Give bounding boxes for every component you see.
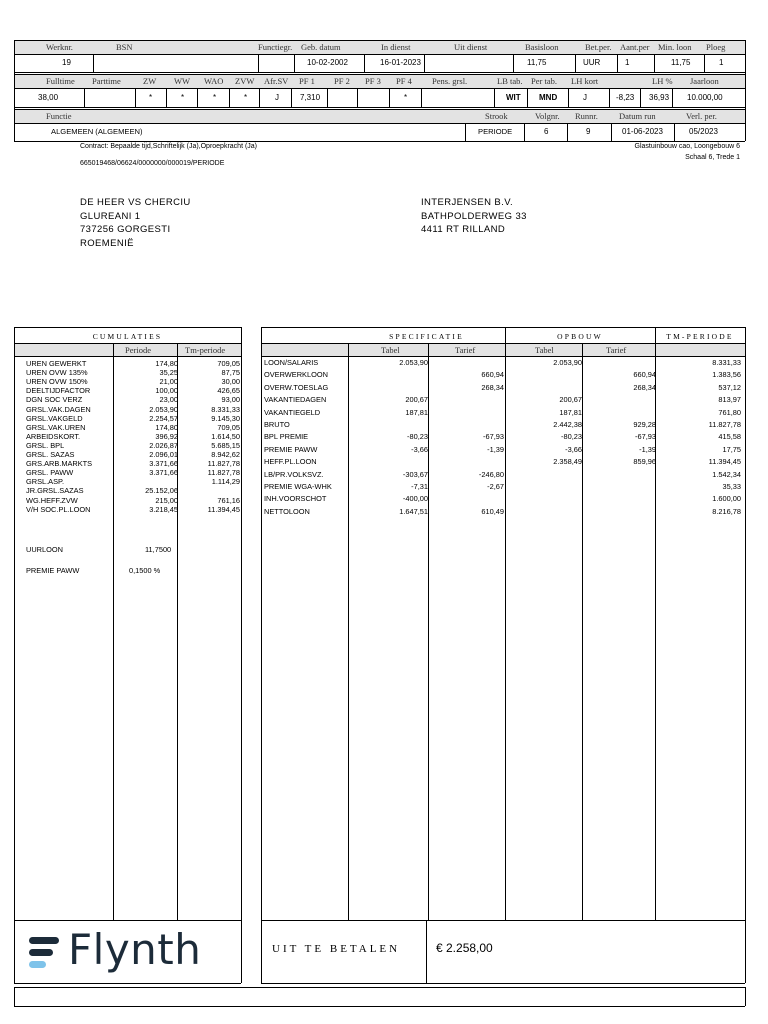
cumulaties-row <box>14 377 242 386</box>
cumulaties-row-periode: 2.254,57 <box>149 413 178 423</box>
cumulaties-row-periode: 100,00 <box>155 386 178 396</box>
cumulaties-row-periode: 21,00 <box>159 377 178 387</box>
label-geb-datum: Geb. datum <box>301 42 341 52</box>
cumulaties-row-tm: 93,00 <box>221 395 240 405</box>
value-strook: PERIODE <box>478 127 513 136</box>
value-jaarloon: 10.000,00 <box>687 93 723 102</box>
opbouw-row-tabel: 2.442,38 <box>553 420 582 429</box>
specificatie-row <box>262 481 745 493</box>
specificatie-row <box>262 407 745 419</box>
label-pf4: PF 4 <box>396 76 412 86</box>
cumulaties-row-periode: 174,80 <box>155 359 178 368</box>
tm-periode-row-value: 8.331,33 <box>712 358 741 367</box>
specificatie-row <box>262 456 745 468</box>
value-zvw: * <box>244 93 248 102</box>
label-bsn: BSN <box>116 42 133 52</box>
label-pf1: PF 1 <box>299 76 315 86</box>
cumulaties-row <box>14 450 242 459</box>
label-lh-kort: LH kort <box>571 76 599 86</box>
cumulaties-row-tm: 709,05 <box>217 359 240 368</box>
cumulaties-row-tm: 9.145,30 <box>211 413 240 423</box>
spec-row-label: PREMIE PAWW <box>264 444 318 454</box>
cumulaties-row-tm: 11.394,45 <box>207 504 240 514</box>
cumulaties-row <box>14 423 242 432</box>
spec-row-label: HEFF.PL.LOON <box>264 457 317 467</box>
spec-row-tabel: 187,81 <box>405 407 428 417</box>
spec-row-tabel: -303,67 <box>402 469 428 479</box>
employee-country: ROEMENIË <box>80 237 134 249</box>
spec-row-tabel: 1.647,51 <box>399 506 428 516</box>
label-volgnr: Volgnr. <box>535 111 560 121</box>
opbouw-row-tarief: 268,34 <box>633 382 656 392</box>
specificatie-row <box>262 469 745 481</box>
reference-line: 665019468/06624/0000000/000019/PERIODE <box>80 160 225 167</box>
tm-periode-row-value: 761,80 <box>718 407 741 417</box>
specificatie-row <box>262 419 745 431</box>
cumulaties-row-periode: 2.053,90 <box>149 404 178 414</box>
cumulaties-row-label: GRSL.ASP. <box>26 477 65 487</box>
label-runnr: Runnr. <box>575 111 598 121</box>
label-functie: Functie <box>46 111 72 121</box>
cao-line-1: Glastuinbouw cao, Loongebouw 6 <box>634 143 740 150</box>
label-strook: Strook <box>485 111 508 121</box>
tm-periode-row-value: 537,12 <box>718 382 741 392</box>
tm-periode-row-value: 415,58 <box>718 432 741 442</box>
cumulaties-row <box>14 368 242 377</box>
spec-row-tarief: -1,39 <box>487 444 504 454</box>
tm-periode-row-value: 11.827,78 <box>708 420 741 429</box>
label-basisloon: Basisloon <box>525 42 559 52</box>
cumulaties-row-label: GRSL. BPL <box>26 440 65 450</box>
cumulaties-row-label: V/H SOC.PL.LOON <box>26 504 91 514</box>
value-per-tab: MND <box>539 93 558 102</box>
cumulaties-row-periode: 174,80 <box>155 422 178 432</box>
value-functie: ALGEMEEN (ALGEMEEN) <box>51 127 143 136</box>
cumulaties-row <box>14 496 242 505</box>
value-volgnr: 6 <box>544 127 549 136</box>
tm-periode-row-value: 1.383,56 <box>712 370 741 380</box>
employer-name: INTERJENSEN B.V. <box>421 197 514 208</box>
opbouw-row-tabel: -3,66 <box>565 444 582 454</box>
cumulaties-row-periode: 2.096,01 <box>149 450 178 459</box>
label-functiegr: Functiegr. <box>258 42 293 52</box>
tm-periode-row-value: 35,33 <box>722 482 741 491</box>
cumulaties-row <box>14 386 242 395</box>
cumulaties-row-periode: 2.026,87 <box>149 440 178 450</box>
cumulaties-row-periode: 3.371,66 <box>149 468 178 478</box>
value-pf4: * <box>404 93 408 102</box>
label-pf2: PF 2 <box>334 76 350 86</box>
cumulaties-row-label: JR.GRSL.SAZAS <box>26 486 84 496</box>
spec-row-label: OVERWERKLOON <box>264 370 328 380</box>
spec-row-tarief: -2,67 <box>487 482 504 491</box>
specificatie-row <box>262 369 745 381</box>
label-parttime: Parttime <box>92 76 121 86</box>
cumulaties-row-periode: 396,92 <box>155 431 178 441</box>
spec-row-tabel: -3,66 <box>411 444 428 454</box>
opbouw-row-tarief: -67,93 <box>635 432 656 442</box>
spec-row-label: BRUTO <box>264 420 290 429</box>
label-ploeg: Ploeg <box>706 42 726 52</box>
tm-periode-row-value: 17,75 <box>722 444 741 454</box>
opbouw-row-tarief: 859,96 <box>633 457 656 467</box>
specificatie-row <box>262 382 745 394</box>
spec-row-label: LOON/SALARIS <box>264 358 319 367</box>
opbouw-row-tarief: 660,94 <box>633 370 656 380</box>
spec-row-tabel: 2.053,90 <box>399 358 428 367</box>
uurloon-value: 11,7500 <box>145 545 172 554</box>
opbouw-row-tarief: 929,28 <box>633 420 656 429</box>
premie-paww-value: 0,1500 % <box>129 566 161 575</box>
cumulaties-row-periode: 3.218,45 <box>149 504 178 514</box>
label-per-tab: Per tab. <box>531 76 557 86</box>
value-basisloon: 11,75 <box>527 58 547 67</box>
cumulaties-row <box>14 432 242 441</box>
cumulaties-row-periode: 215,00 <box>155 495 178 505</box>
spec-row-tabel: -80,23 <box>407 432 428 442</box>
cao-line-2: Schaal 6, Trede 1 <box>685 154 740 161</box>
cumulaties-row <box>14 486 242 495</box>
employer-city: 4411 RT RILLAND <box>421 224 506 236</box>
cumulaties-row-tm: 1.614,50 <box>211 431 240 441</box>
opbouw-row-tabel: 2.358,49 <box>553 457 582 467</box>
spec-row-label: VAKANTIEGELD <box>264 407 321 417</box>
spec-row-tabel: 200,67 <box>405 395 428 405</box>
pay-amount: € 2.258,00 <box>436 941 493 955</box>
value-lh-perc: 36,93 <box>649 93 670 102</box>
cumulaties-row-label: WG.HEFF.ZVW <box>26 495 78 505</box>
cumulaties-row <box>14 505 242 514</box>
spec-col-tarief: Tarief <box>455 345 476 355</box>
label-ww: WW <box>174 76 191 86</box>
spec-col-tabel: Tabel <box>381 345 400 355</box>
employer-address <box>421 196 527 237</box>
cumulaties-row-tm: 8.331,33 <box>211 404 240 414</box>
opbouw-row-tabel: 2.053,90 <box>553 358 582 367</box>
spec-row-tabel: -400,00 <box>402 494 428 504</box>
spec-row-label: VAKANTIEDAGEN <box>264 395 327 405</box>
tm-periode-title: TM-PERIODE <box>666 332 734 341</box>
cumulaties-row-label: GRSL.VAKGELD <box>26 413 83 423</box>
value-aant-per: 1 <box>625 58 630 67</box>
value-lh-kort: J <box>583 93 587 102</box>
spec-row-label: BPL PREMIE <box>264 432 309 442</box>
value-bet-per: UUR <box>583 58 601 67</box>
cumulaties-row-label: GRSL.VAK.DAGEN <box>26 404 91 414</box>
value-wao: * <box>213 93 217 102</box>
value-geb-datum: 10-02-2002 <box>307 58 348 67</box>
tm-periode-row-value: 11.394,45 <box>708 457 741 467</box>
cumulaties-row-periode: 23,00 <box>159 395 178 405</box>
value-werknr: 19 <box>62 58 71 67</box>
value-pf1: 7,310 <box>300 93 321 102</box>
cumulaties-col-periode: Periode <box>125 345 151 355</box>
spec-row-label: OVERW.TOESLAG <box>264 382 329 392</box>
flynth-logo-text: Flynth <box>68 925 202 974</box>
cumulaties-row-label: GRSL. PAWW <box>26 468 74 478</box>
cumulaties-row-tm: 1.114,29 <box>211 477 240 487</box>
label-aant-per: Aant.per <box>620 42 650 52</box>
specificatie-row <box>262 506 745 518</box>
opbouw-col-tabel: Tabel <box>535 345 554 355</box>
label-pens-grsl: Pens. grsl. <box>432 76 468 86</box>
cumulaties-row-tm: 709,05 <box>217 422 240 432</box>
opbouw-row-tabel: 187,81 <box>559 407 582 417</box>
specificatie-row <box>262 431 745 443</box>
opbouw-row-tabel: 200,67 <box>559 395 582 405</box>
spec-row-tarief: -246,80 <box>478 469 504 479</box>
cumulaties-row-label: GRSL. SAZAS <box>26 450 75 459</box>
spec-row-label: PREMIE WGA-WHK <box>264 482 332 491</box>
cumulaties-row-tm: 8.942,62 <box>211 450 240 459</box>
opbouw-row-tarief: -1,39 <box>639 444 656 454</box>
spec-row-tabel: -7,31 <box>411 482 428 491</box>
employer-street: BATHPOLDERWEG 33 <box>421 210 527 222</box>
label-datum-run: Datum run <box>619 111 656 121</box>
cumulaties-row <box>14 468 242 477</box>
spec-row-tarief: 268,34 <box>481 382 504 392</box>
cumulaties-row <box>14 405 242 414</box>
spec-row-tarief: 660,94 <box>481 370 504 380</box>
spec-row-tarief: 610,49 <box>481 506 504 516</box>
label-in-dienst: In dienst <box>381 42 411 52</box>
label-lb-tab: LB tab. <box>497 76 523 86</box>
label-afr-sv: Afr.SV <box>264 76 289 86</box>
spec-row-tarief: -67,93 <box>483 432 504 442</box>
label-min-loon: Min. loon <box>658 42 692 52</box>
value-zw: * <box>149 93 153 102</box>
value-min-loon: 11,75 <box>671 58 691 67</box>
label-lh-perc: LH % <box>652 76 673 86</box>
value-verl-per: 05/2023 <box>689 127 718 136</box>
pay-label: UIT TE BETALEN <box>272 943 401 955</box>
contract-line: Contract: Bepaalde tijd,Schriftelijk (Ja),Oproepkracht (Ja) <box>80 143 258 150</box>
cumulaties-row-periode: 3.371,66 <box>149 459 178 469</box>
premie-paww-label: PREMIE PAWW <box>26 566 80 575</box>
specificatie-row <box>262 444 745 456</box>
cumulaties-row <box>14 359 242 368</box>
tm-periode-row-value: 1.542,34 <box>712 469 741 479</box>
tm-periode-row-value: 813,97 <box>718 395 741 405</box>
opbouw-title: OPBOUW <box>557 332 603 341</box>
tm-periode-row-value: 1.600,00 <box>712 494 741 504</box>
specificatie-row <box>262 493 745 505</box>
label-zw: ZW <box>143 76 157 86</box>
value-lb-tab: WIT <box>506 93 521 102</box>
cumulaties-title: CUMULATIES <box>92 332 163 341</box>
cumulaties-row-label: UREN OVW 135% <box>26 368 88 378</box>
cumulaties-row-label: ARBEIDSKORT. <box>26 431 81 441</box>
cumulaties-row <box>14 477 242 486</box>
label-wao: WAO <box>204 76 224 86</box>
cumulaties-row-label: DGN SOC VERZ <box>26 395 83 405</box>
cumulaties-row-label: UREN GEWERKT <box>26 359 87 368</box>
value-lh-min: -8,23 <box>616 93 635 102</box>
label-werknr: Werknr. <box>46 42 73 52</box>
cumulaties-col-tm: Tm-periode <box>185 345 226 355</box>
employee-address <box>80 196 191 250</box>
specificatie-row <box>262 394 745 406</box>
value-datum-run: 01-06-2023 <box>622 127 663 136</box>
value-runnr: 9 <box>586 127 591 136</box>
value-fulltime: 38,00 <box>38 93 59 102</box>
label-zvw: ZVW <box>235 76 255 86</box>
cumulaties-row-tm: 11.827,78 <box>207 468 240 478</box>
cumulaties-row-label: DEELTIJDFACTOR <box>26 386 91 396</box>
cumulaties-row-periode: 25.152,06 <box>145 486 178 496</box>
label-uit-dienst: Uit dienst <box>454 42 488 52</box>
label-jaarloon: Jaarloon <box>690 76 719 86</box>
employee-name: DE HEER VS CHERCIU <box>80 197 191 208</box>
label-fulltime: Fulltime <box>46 76 75 86</box>
value-ploeg: 1 <box>719 58 724 67</box>
cumulaties-row-tm: 30,00 <box>221 377 240 387</box>
spec-row-label: NETTOLOON <box>264 506 310 516</box>
cumulaties-row-tm: 761,16 <box>217 495 240 505</box>
cumulaties-row-tm: 87,75 <box>221 368 240 378</box>
cumulaties-row-tm: 5.685,15 <box>211 440 240 450</box>
cumulaties-row-tm: 426,65 <box>217 386 240 396</box>
spec-row-label: INH.VOORSCHOT <box>264 494 327 504</box>
label-bet-per: Bet.per. <box>585 42 612 52</box>
opbouw-row-tabel: -80,23 <box>561 432 582 442</box>
cumulaties-row-tm: 11.827,78 <box>207 459 240 469</box>
specificatie-row <box>262 357 745 369</box>
cumulaties-row <box>14 395 242 404</box>
employee-street: GLUREANI 1 <box>80 210 141 222</box>
value-in-dienst: 16-01-2023 <box>380 58 421 67</box>
employee-city: 737256 GORGESTI <box>80 224 171 236</box>
cumulaties-row-label: UREN OVW 150% <box>26 377 88 387</box>
value-afr-sv: J <box>275 93 279 102</box>
label-pf3: PF 3 <box>365 76 381 86</box>
uurloon-label: UURLOON <box>26 545 63 554</box>
cumulaties-row-label: GRS.ARB.MARKTS <box>26 459 93 469</box>
cumulaties-row <box>14 441 242 450</box>
cumulaties-row-periode: 35,25 <box>159 368 178 378</box>
cumulaties-row <box>14 414 242 423</box>
flynth-logo <box>26 925 236 974</box>
value-ww: * <box>181 93 185 102</box>
cumulaties-row <box>14 459 242 468</box>
cumulaties-row-label: GRSL.VAK.UREN <box>26 422 86 432</box>
spec-row-label: LB/PR.VOLKSVZ. <box>264 469 324 479</box>
opbouw-col-tarief: Tarief <box>606 345 627 355</box>
specificatie-title: SPECIFICATIE <box>389 332 464 341</box>
tm-periode-row-value: 8.216,78 <box>712 506 741 516</box>
label-verl-per: Verl. per. <box>686 111 717 121</box>
